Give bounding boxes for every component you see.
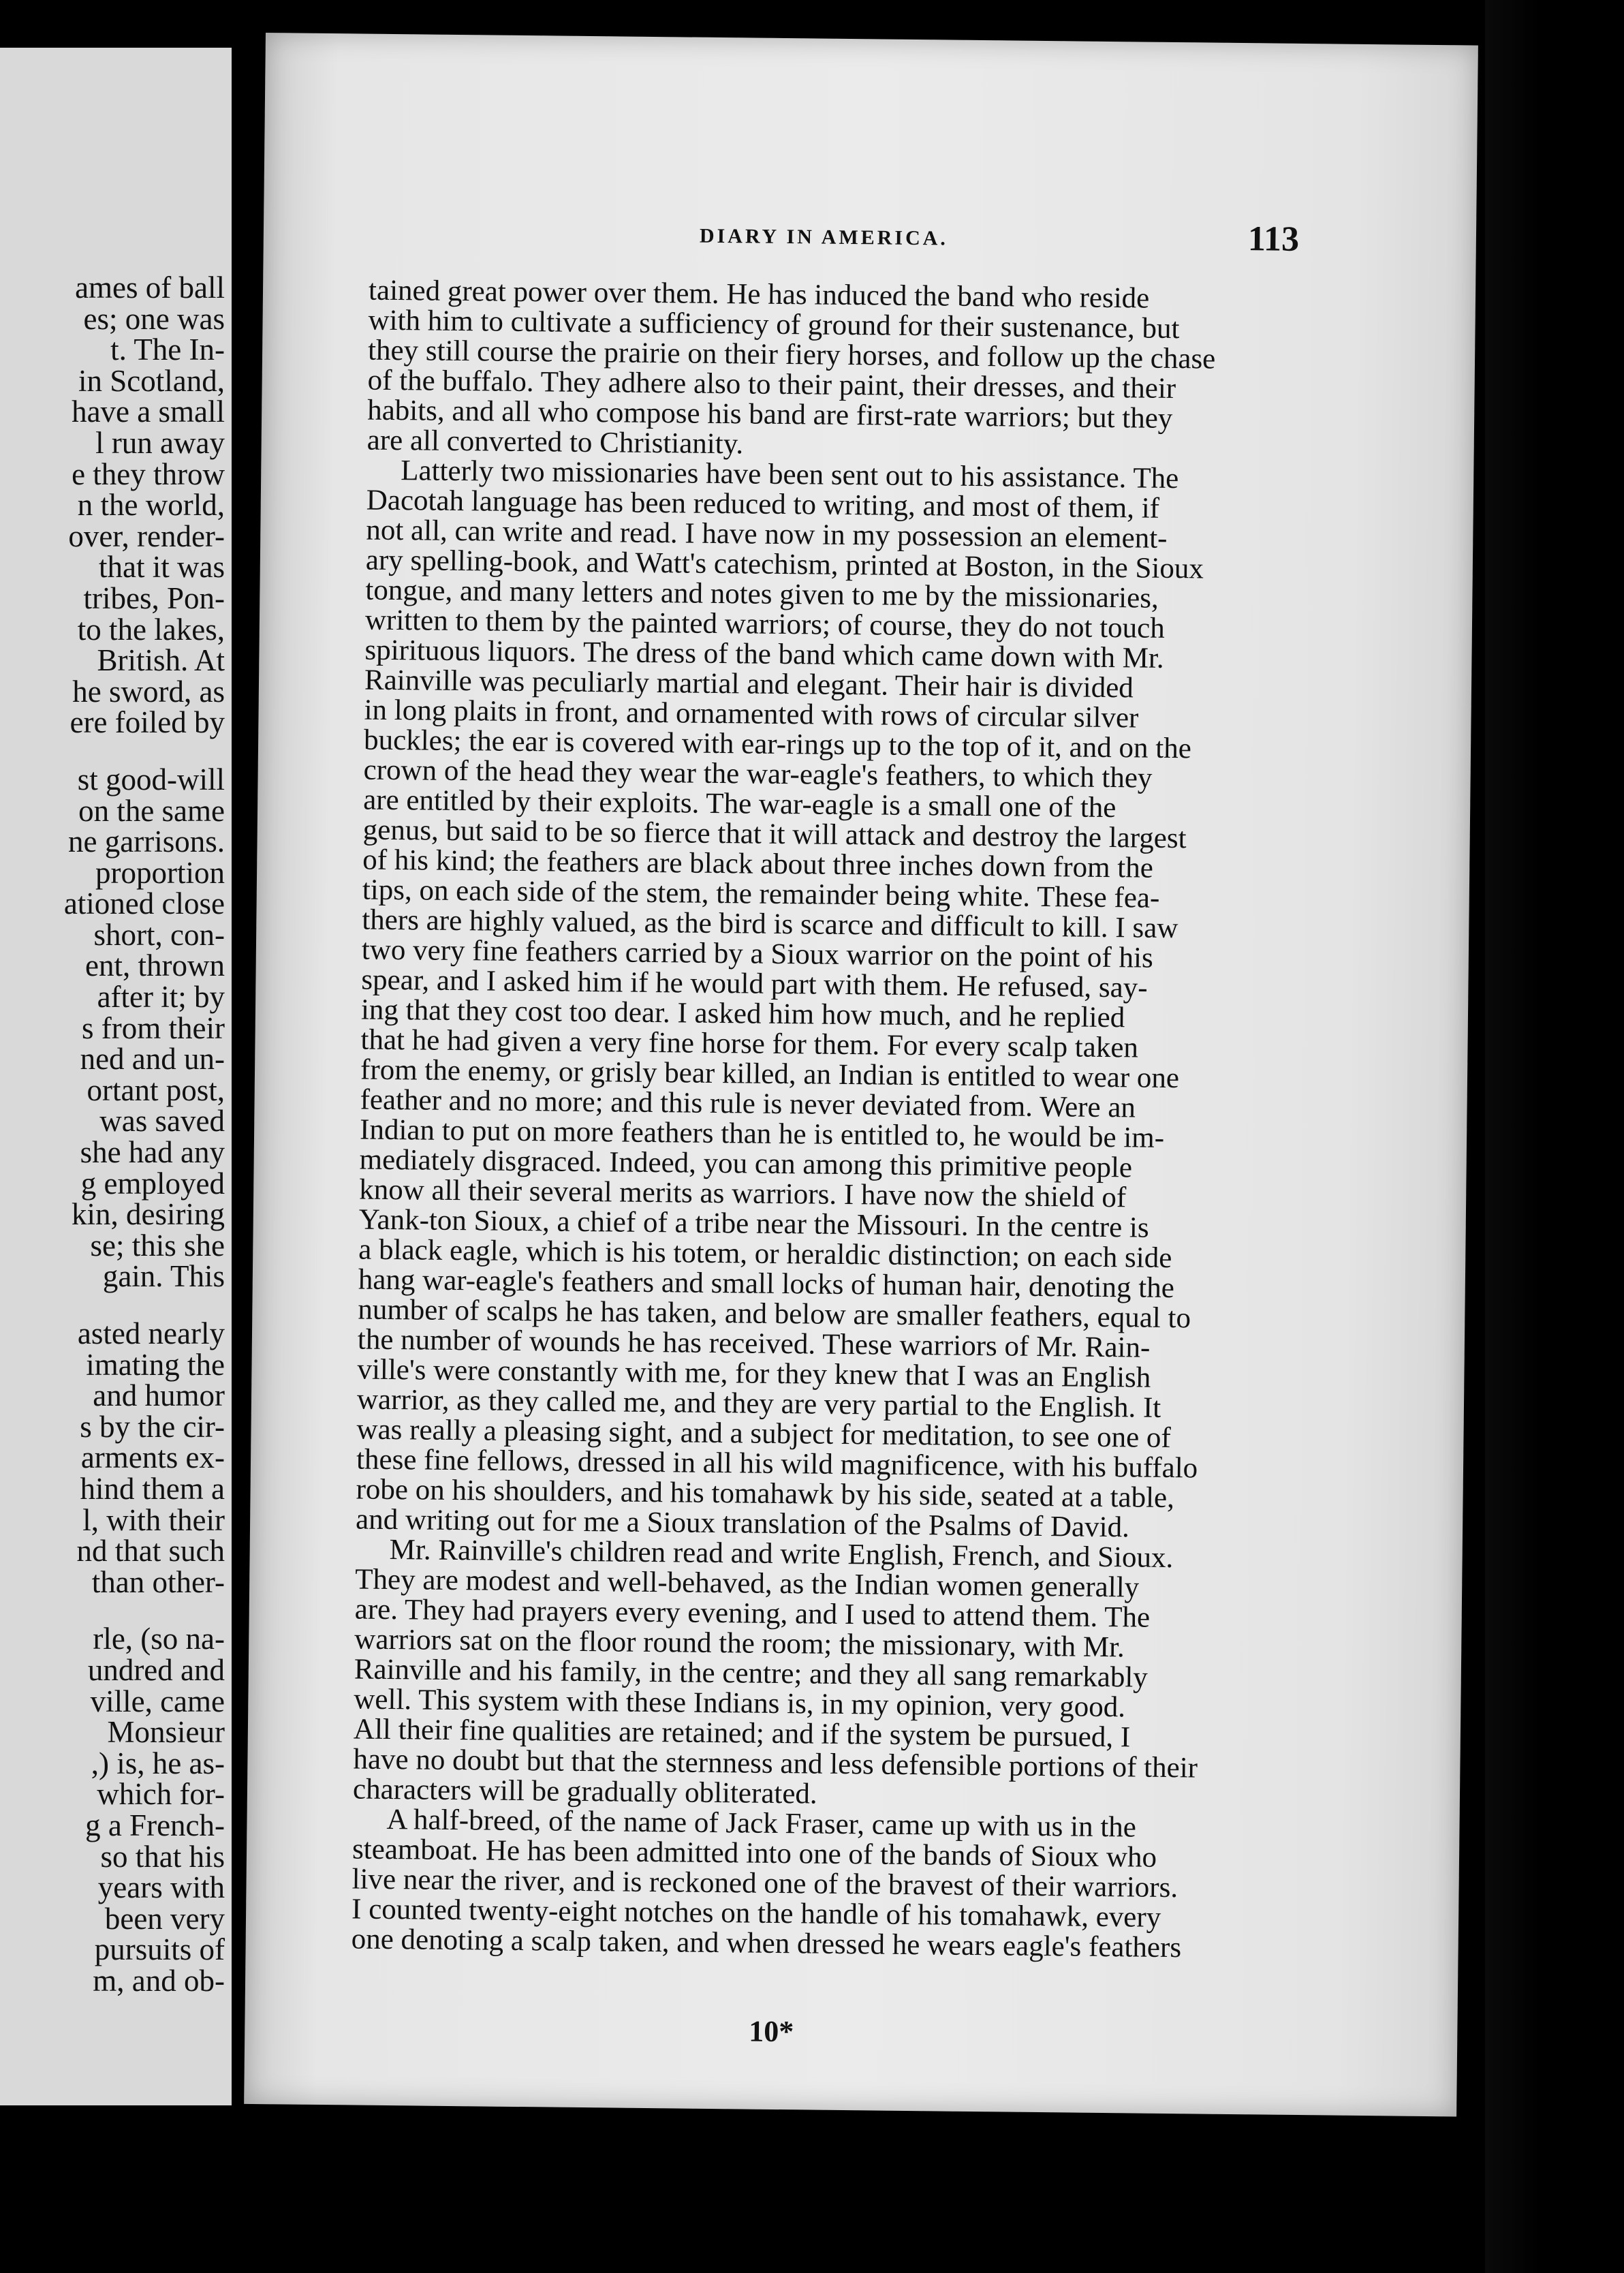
body-line: Indian to put on more feathers than he is entitled to, he would be im- <box>359 1113 1165 1154</box>
left-page-line <box>0 1293 225 1318</box>
body-line: crown of the head they wear the war-eagle's feathers, to which they <box>363 754 1153 794</box>
body-line: genus, but said to be so fierce that it will attack and destroy the largest <box>362 814 1187 855</box>
running-head: DIARY IN AMERICA. <box>699 224 949 250</box>
body-line: the number of wounds he has received. These warriors of Mr. Rain- <box>357 1323 1151 1364</box>
body-line: a black eagle, which is his totem, or heraldic distinction; on each side <box>358 1233 1172 1275</box>
body-line: and writing out for me a Sioux translation of the Psalms of David. <box>355 1503 1130 1544</box>
left-page-line: hind them a <box>80 1471 225 1506</box>
body-line: warrior, as they called me, and they are very partial to the English. It <box>356 1383 1161 1424</box>
body-line: ing that they cost too dear. I asked him how much, and he replied <box>360 993 1125 1034</box>
left-page-line: ationed close <box>63 886 225 921</box>
left-page-line: m, and ob- <box>93 1963 225 1998</box>
left-page-line: after it; by <box>97 980 225 1015</box>
left-page-line: so that his <box>100 1839 225 1874</box>
left-page-fragment <box>0 48 232 2105</box>
body-line: hang war-eagle's feathers and small locks of human hair, denoting the <box>358 1263 1175 1305</box>
body-line: tongue, and many letters and notes given to me by the missionaries, <box>365 574 1159 615</box>
body-line: from the enemy, or grisly bear killed, an Indian is entitled to wear one <box>360 1053 1180 1095</box>
left-page-line: kin, desiring <box>72 1197 225 1232</box>
left-page-line: she had any <box>80 1135 225 1170</box>
body-line: Yank-ton Sioux, a chief of a tribe near the Missouri. In the centre is <box>358 1203 1149 1244</box>
body-line: Dacotah language has been reduced to writing, and most of them, if <box>366 484 1160 525</box>
left-page-line: he sword, as <box>72 674 225 709</box>
left-page-line: which for- <box>97 1777 225 1812</box>
body-line: Rainville was peculiarly martial and elegant. Their hair is divided <box>364 664 1134 705</box>
body-line: spear, and I asked him if he would part with them. He refused, say- <box>361 963 1148 1004</box>
body-line: they still course the prairie on their fiery horses, and follow up the chase <box>367 334 1216 375</box>
left-page-line: was saved <box>99 1104 225 1139</box>
left-page-line: ned and un- <box>80 1042 225 1077</box>
body-line: ary spelling-book, and Watt's catechism, printed at Boston, in the Sioux <box>365 544 1204 585</box>
body-line: live near the river, and is reckoned one of the bravest of their warriors. <box>352 1863 1178 1904</box>
left-page-line: years with <box>97 1870 225 1905</box>
body-line: robe on his shoulders, and his tomahawk by his side, seated at a table, <box>356 1473 1175 1515</box>
body-line: was really a pleasing sight, and a subject for meditation, to see one of <box>356 1413 1172 1455</box>
left-page-line: l run away <box>95 425 225 460</box>
left-page-text <box>0 270 225 1998</box>
left-page-line: es; one was <box>83 301 225 336</box>
page-number: 113 <box>1247 219 1300 259</box>
left-page-line: n the world, <box>77 488 225 523</box>
left-page-line: ent, thrown <box>85 948 225 983</box>
left-page-line: than other- <box>91 1564 225 1599</box>
body-line: Rainville and his family, in the centre; and they all sang remarkably <box>354 1653 1149 1694</box>
body-line: one denoting a scalp taken, and when dressed he wears eagle's feathers <box>351 1923 1182 1964</box>
body-line: feather and no more; and this rule is never deviated from. Were an <box>360 1083 1136 1124</box>
body-line: with him to cultivate a sufficiency of ground for their sustenance, but <box>368 304 1180 345</box>
body-line: buckles; the ear is covered with ear-rings up to the top of it, and on the <box>363 724 1192 765</box>
body-line: are entitled by their exploits. The war-eagle is a small one of the <box>362 784 1116 824</box>
body-line: are. They had prayers every evening, and I used to attend them. The <box>354 1593 1151 1634</box>
body-line: tained great power over them. He has induced the band who reside <box>368 274 1150 315</box>
left-page-line: been very <box>104 1901 225 1936</box>
right-dark-margin <box>1485 0 1624 2273</box>
left-page-line: proportion <box>95 855 225 890</box>
left-page-line: pursuits of <box>94 1932 225 1967</box>
left-page-line: and humor <box>93 1378 225 1413</box>
body-line: these fine fellows, dressed in all his wild magnificence, with his buffalo <box>356 1443 1198 1485</box>
left-page-line: g a French- <box>85 1808 225 1842</box>
left-page-line: that it was <box>99 550 225 585</box>
body-line: number of scalps he has taken, and below are smaller feathers, equal to <box>358 1293 1191 1335</box>
body-line: well. This system with these Indians is, in my opinion, very good. <box>354 1683 1126 1724</box>
left-page-line: se; this she <box>90 1228 225 1263</box>
left-page-line: asted nearly <box>77 1316 225 1350</box>
body-line: that he had given a very fine horse for them. For every scalp taken <box>360 1023 1139 1064</box>
left-page-line: s from their <box>82 1010 225 1045</box>
left-page-line: e they throw <box>72 457 225 491</box>
body-line: A half-breed, of the name of Jack Fraser, came up with us in the <box>386 1804 1137 1844</box>
left-page-line: rle, (so na- <box>93 1622 225 1656</box>
body-line: Mr. Rainville's children read and write English, French, and Sioux. <box>389 1534 1174 1575</box>
body-line: habits, and all who compose his band are first-rate warriors; but they <box>366 394 1173 435</box>
body-line: Latterly two missionaries have been sent out to his assistance. The <box>401 454 1179 495</box>
left-page-line: ville, came <box>90 1684 225 1718</box>
left-page-line: Monsieur <box>107 1715 225 1750</box>
left-page-line: ere foiled by <box>69 705 225 740</box>
body-text <box>351 276 1281 1964</box>
left-page-line: gain. This <box>102 1259 225 1294</box>
left-page-line: tribes, Pon- <box>83 581 225 615</box>
left-page-line: to the lakes, <box>77 612 225 647</box>
body-line: have no doubt but that the sternness and less defensible portions of their <box>353 1743 1198 1784</box>
left-page-line: ,) is, he as- <box>91 1746 225 1780</box>
left-page-line: arments ex- <box>80 1440 225 1475</box>
left-page-line: nd that such <box>76 1534 225 1568</box>
body-line: All their fine qualities are retained; and if the system be pursued, I <box>353 1713 1131 1754</box>
left-page-line: in Scotland, <box>78 363 225 398</box>
body-line: warriors sat on the floor round the room; the missionary, with Mr. <box>354 1623 1125 1664</box>
left-page-line: g employed <box>80 1166 225 1201</box>
body-line: characters will be gradually obliterated. <box>352 1773 817 1810</box>
left-page-line: undred and <box>87 1652 225 1687</box>
signature-mark: 10* <box>749 2014 794 2049</box>
left-page-line: t. The In- <box>110 333 225 367</box>
left-page-line: ne garrisons. <box>68 824 225 859</box>
body-line: thers are highly valued, as the bird is scarce and difficult to kill. I saw <box>362 903 1178 945</box>
left-page-line: British. At <box>97 643 225 678</box>
left-page-line <box>0 1598 225 1624</box>
left-page-line: imating the <box>86 1347 225 1382</box>
left-page-line: l, with their <box>82 1502 225 1537</box>
left-page-line: over, render- <box>68 519 225 553</box>
body-line: tips, on each side of the stem, the remainder being white. These fea- <box>362 873 1160 914</box>
left-page-line: have a small <box>72 395 225 429</box>
body-line: two very fine feathers carried by a Sioux warrior on the point of his <box>361 933 1153 974</box>
body-line: steamboat. He has been admitted into one of the bands of Sioux who <box>352 1833 1157 1874</box>
body-line: of his kind; the feathers are black about three inches down from the <box>362 844 1154 884</box>
body-line: They are modest and well-behaved, as the Indian women generally <box>354 1563 1140 1604</box>
body-line: ville's were constantly with me, for they knew that I was an English <box>357 1353 1151 1394</box>
body-line: know all their several merits as warriors. I have now the shield of <box>358 1173 1127 1214</box>
body-line: in long plaits in front, and ornamented with rows of circular silver <box>364 694 1139 735</box>
left-page-line: s by the cir- <box>80 1409 225 1444</box>
body-line: spirituous liquors. The dress of the band which came down with Mr. <box>364 634 1164 675</box>
body-line: I counted twenty-eight notches on the handle of his tomahawk, every <box>351 1893 1161 1934</box>
left-page-line: ames of ball <box>75 270 225 305</box>
left-page-line <box>0 739 225 764</box>
main-page <box>244 33 1478 2116</box>
left-page-line: on the same <box>78 793 225 828</box>
left-page-line: st good-will <box>77 762 225 797</box>
body-line: of the buffalo. They adhere also to their paint, their dresses, and their <box>367 364 1176 405</box>
body-line: mediately disgraced. Indeed, you can among this primitive people <box>359 1143 1133 1184</box>
left-page-line: ortant post, <box>87 1072 225 1107</box>
body-line: are all converted to Christianity. <box>366 424 744 461</box>
body-line: written to them by the painted warriors; of course, they do not touch <box>364 604 1166 645</box>
left-page-line: short, con- <box>93 917 225 952</box>
body-line: not all, can write and read. I have now in my possession an element- <box>366 514 1168 555</box>
